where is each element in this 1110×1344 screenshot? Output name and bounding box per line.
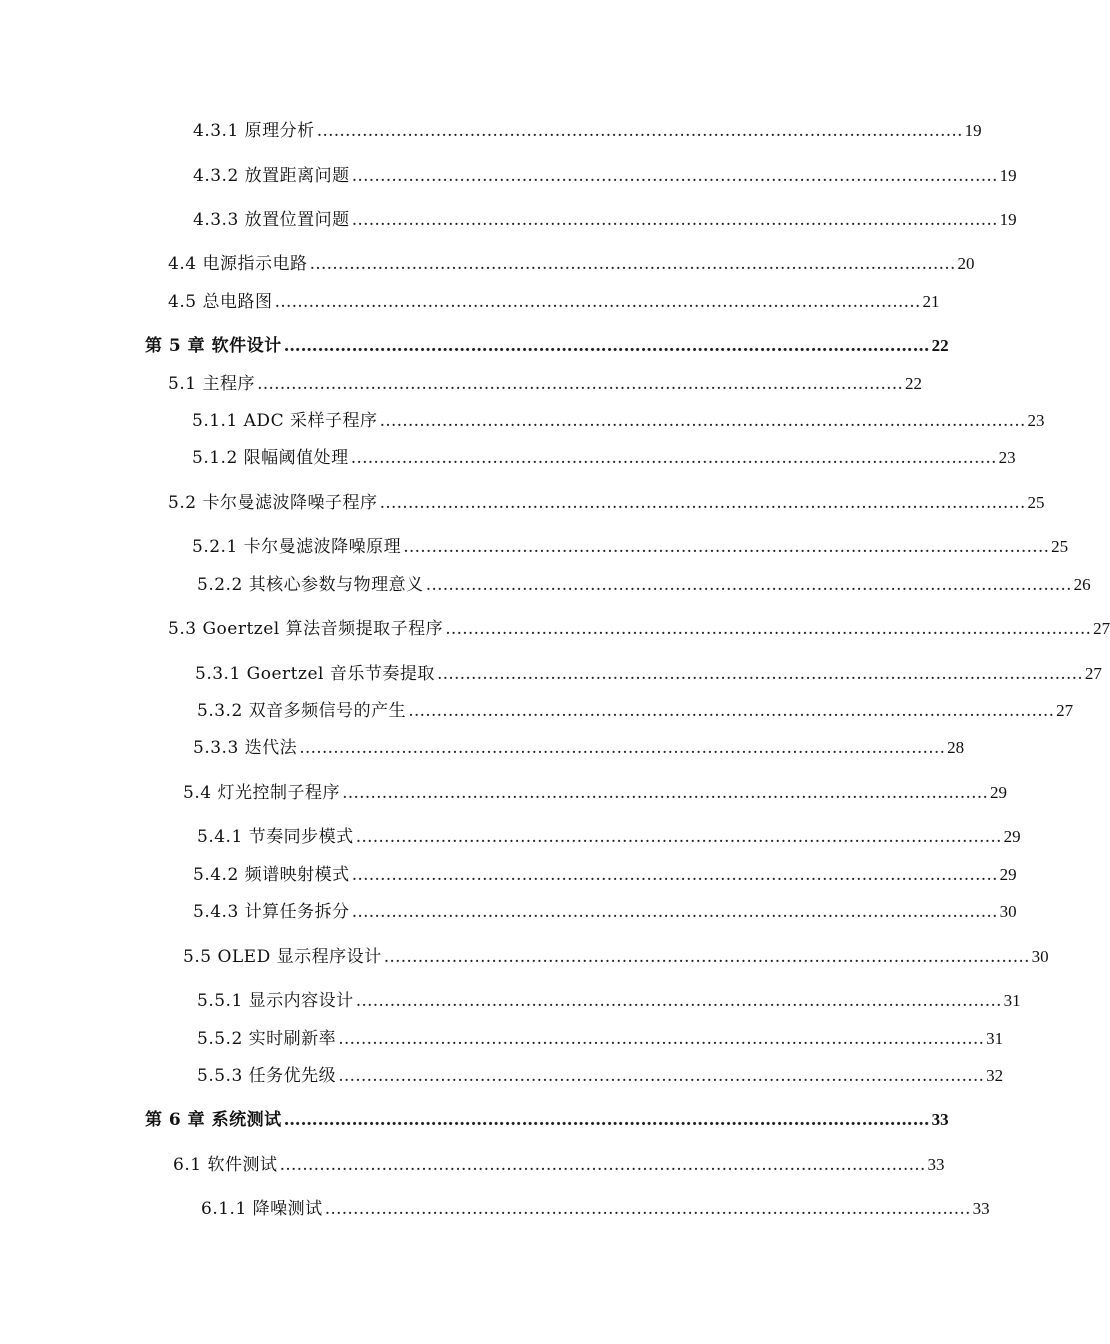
toc-leader-dots: ……………………………………………………………………………………………………: [283, 1110, 930, 1130]
toc-entry-label: 5.4.3 计算任务拆分: [193, 902, 350, 922]
toc-leader-dots: ……………………………………………………………………………………………………: [379, 411, 1026, 431]
toc-entry-label: 5.1 主程序: [168, 374, 255, 394]
toc-entry-5-2-2[interactable]: [197, 570, 1091, 595]
toc-entry-4-5[interactable]: [168, 287, 940, 312]
toc-leader-dots: ……………………………………………………………………………………………………: [338, 1066, 985, 1086]
toc-entry-chapter-6[interactable]: [145, 1105, 949, 1130]
toc-entry-6-1[interactable]: [173, 1150, 945, 1175]
toc-page-number: 30: [1031, 947, 1049, 966]
toc-entry-5-5[interactable]: [183, 942, 1049, 967]
toc-entry-4-3-3[interactable]: [193, 205, 1017, 230]
toc-entry-label: 5.4.2 频谱映射模式: [193, 865, 350, 885]
toc-leader-dots: ……………………………………………………………………………………………………: [445, 619, 1092, 639]
toc-entry-5-4-3[interactable]: [193, 897, 1017, 922]
toc-page-number: 22: [904, 374, 922, 393]
toc-leader-dots: ……………………………………………………………………………………………………: [355, 827, 1002, 847]
toc-leader-dots: ……………………………………………………………………………………………………: [351, 902, 998, 922]
toc-leader-dots: ……………………………………………………………………………………………………: [279, 1155, 926, 1175]
toc-page-number: 31: [1003, 991, 1021, 1010]
toc-entry-chapter-5[interactable]: [145, 331, 949, 356]
toc-page-number: 27: [1056, 701, 1074, 720]
toc-entry-label: 4.3.3 放置位置问题: [193, 210, 350, 230]
toc-leader-dots: ……………………………………………………………………………………………………: [274, 292, 921, 312]
toc-leader-dots: ……………………………………………………………………………………………………: [338, 1029, 985, 1049]
toc-entry-5-3-2[interactable]: [197, 696, 1074, 721]
toc-page-number: 19: [999, 166, 1017, 185]
toc-entry-5-5-3[interactable]: [197, 1061, 1004, 1086]
toc-entry-label: 5.5.1 显示内容设计: [197, 991, 354, 1011]
toc-page-number: 32: [986, 1066, 1004, 1085]
toc-leader-dots: ……………………………………………………………………………………………………: [283, 336, 930, 356]
toc-page-number: 19: [964, 121, 982, 140]
toc-entry-label: 5.3.3 迭代法: [193, 738, 298, 758]
toc-page-number: 28: [947, 738, 965, 757]
toc-entry-label: 5.2.2 其核心参数与物理意义: [197, 575, 424, 595]
toc-entry-5-1-2[interactable]: [192, 443, 1016, 468]
toc-page-number: 30: [999, 902, 1017, 921]
toc-entry-4-3-2[interactable]: [193, 161, 1017, 186]
toc-entry-label: 5.5.3 任务优先级: [197, 1066, 337, 1086]
toc-leader-dots: ……………………………………………………………………………………………………: [351, 210, 998, 230]
toc-entry-label: 5.2 卡尔曼滤波降噪子程序: [168, 493, 378, 513]
toc-entry-label: 4.5 总电路图: [168, 292, 273, 312]
toc-leader-dots: ……………………………………………………………………………………………………: [351, 865, 998, 885]
toc-leader-dots: ……………………………………………………………………………………………………: [316, 121, 963, 141]
toc-leader-dots: ……………………………………………………………………………………………………: [350, 448, 997, 468]
toc-entry-5-3[interactable]: [168, 614, 1110, 639]
toc-page-number: 23: [998, 448, 1016, 467]
toc-entry-5-3-1[interactable]: [195, 659, 1102, 684]
toc-entry-5-2[interactable]: [168, 488, 1045, 513]
toc-entry-label: 5.4.1 节奏同步模式: [197, 827, 354, 847]
toc-entry-label: 5.3.2 双音多频信号的产生: [197, 701, 407, 721]
toc-entry-label: 5.5.2 实时刷新率: [197, 1029, 337, 1049]
toc-entry-4-3-1[interactable]: [193, 116, 982, 141]
toc-page-number: 33: [972, 1199, 990, 1218]
toc-entry-label: 5.5 OLED 显示程序设计: [183, 947, 382, 967]
toc-entry-label: 5.1.1 ADC 采样子程序: [192, 411, 378, 431]
toc-page-number: 26: [1073, 575, 1091, 594]
toc-entry-5-5-1[interactable]: [197, 986, 1021, 1011]
toc-leader-dots: ……………………………………………………………………………………………………: [355, 991, 1002, 1011]
toc-page-number: 27: [1093, 619, 1110, 638]
toc-leader-dots: ……………………………………………………………………………………………………: [309, 254, 956, 274]
toc-entry-5-1-1[interactable]: [192, 406, 1045, 431]
toc-entry-5-4-1[interactable]: [197, 822, 1021, 847]
toc-page-number: 33: [931, 1110, 949, 1129]
toc-page-number: 25: [1027, 493, 1045, 512]
toc-leader-dots: ……………………………………………………………………………………………………: [425, 575, 1072, 595]
toc-entry-5-3-3[interactable]: [193, 733, 965, 758]
toc-entry-label: 第 5 章 软件设计: [145, 336, 282, 356]
toc-leader-dots: ……………………………………………………………………………………………………: [408, 701, 1055, 721]
toc-page-number: 31: [986, 1029, 1004, 1048]
toc-leader-dots: ……………………………………………………………………………………………………: [436, 664, 1083, 684]
toc-page-number: 29: [989, 783, 1007, 802]
toc-leader-dots: ……………………………………………………………………………………………………: [383, 947, 1030, 967]
toc-entry-label: 5.4 灯光控制子程序: [183, 783, 340, 803]
toc-page-number: 20: [957, 254, 975, 273]
toc-entry-5-5-2[interactable]: [197, 1024, 1004, 1049]
toc-entry-label: 第 6 章 系统测试: [145, 1110, 282, 1130]
toc-page-number: 33: [927, 1155, 945, 1174]
toc-entry-label: 5.1.2 限幅阈值处理: [192, 448, 349, 468]
toc-page-number: 25: [1051, 537, 1069, 556]
toc-entry-label: 6.1 软件测试: [173, 1155, 278, 1175]
toc-entry-label: 4.4 电源指示电路: [168, 254, 308, 274]
toc-leader-dots: ……………………………………………………………………………………………………: [341, 783, 988, 803]
toc-entry-5-1[interactable]: [168, 369, 922, 394]
toc-leader-dots: ……………………………………………………………………………………………………: [324, 1199, 971, 1219]
toc-entry-label: 4.3.2 放置距离问题: [193, 166, 350, 186]
toc-entry-label: 4.3.1 原理分析: [193, 121, 315, 141]
toc-page-number: 21: [922, 292, 940, 311]
toc-entry-4-4[interactable]: [168, 249, 975, 274]
toc-entry-label: 5.2.1 卡尔曼滤波降噪原理: [192, 537, 402, 557]
toc-entry-5-4-2[interactable]: [193, 860, 1017, 885]
toc-page-number: 27: [1084, 664, 1102, 683]
toc-entry-label: 5.3 Goertzel 算法音频提取子程序: [168, 619, 444, 639]
toc-entry-5-2-1[interactable]: [192, 532, 1069, 557]
toc-page-number: 29: [1003, 827, 1021, 846]
toc-page-number: 23: [1027, 411, 1045, 430]
toc-page-number: 29: [999, 865, 1017, 884]
toc-page-number: 22: [931, 336, 949, 355]
toc-page-number: 19: [999, 210, 1017, 229]
toc-leader-dots: ……………………………………………………………………………………………………: [256, 374, 903, 394]
toc-leader-dots: ……………………………………………………………………………………………………: [299, 738, 946, 758]
toc-entry-label: 6.1.1 降噪测试: [201, 1199, 323, 1219]
toc-leader-dots: ……………………………………………………………………………………………………: [403, 537, 1050, 557]
toc-entry-6-1-1[interactable]: [201, 1194, 990, 1219]
toc-leader-dots: ……………………………………………………………………………………………………: [379, 493, 1026, 513]
toc-leader-dots: ……………………………………………………………………………………………………: [351, 166, 998, 186]
toc-entry-5-4[interactable]: [183, 778, 1007, 803]
toc-entry-label: 5.3.1 Goertzel 音乐节奏提取: [195, 664, 435, 684]
